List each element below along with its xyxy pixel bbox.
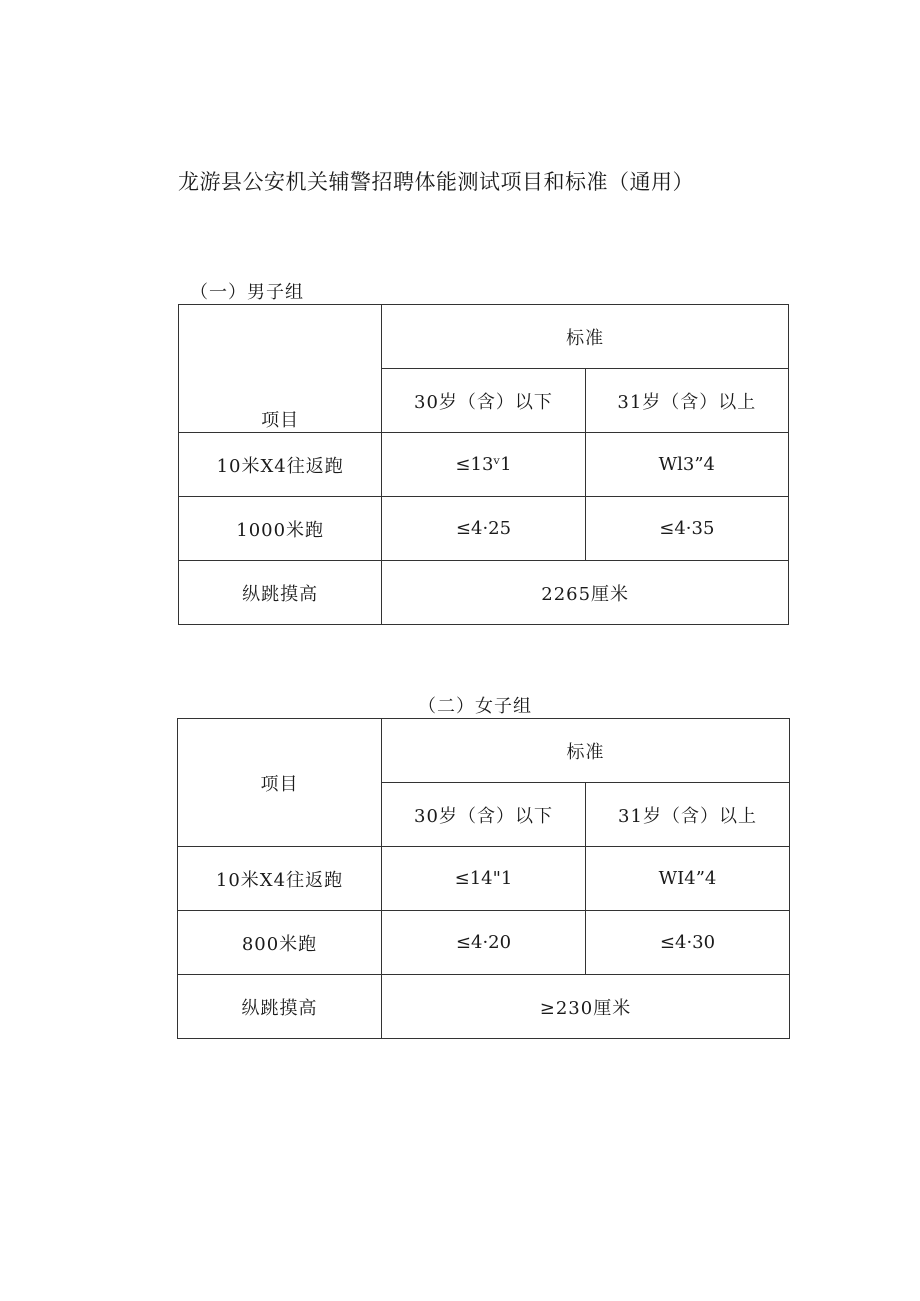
standard-under-cell: ≤13ᵛ1 [382, 433, 585, 497]
item-cell: 纵跳摸高 [179, 561, 382, 625]
header-age-over-cell: 31岁（含）以上 [585, 369, 788, 433]
item-cell: 1000米跑 [179, 497, 382, 561]
table-row [179, 497, 789, 561]
header-item-cell: 项目 [178, 719, 382, 847]
table-row [179, 305, 789, 369]
table-row [178, 719, 790, 783]
standard-under-cell: ≤14"1 [382, 847, 586, 911]
standard-over-cell: ≤4·35 [585, 497, 788, 561]
women-group-caption: （二）女子组 [418, 696, 532, 717]
standard-under-cell: ≤4·25 [382, 497, 585, 561]
header-age-under-cell: 30岁（含）以下 [382, 783, 586, 847]
table-row [178, 911, 790, 975]
header-standard-cell: 标准 [382, 305, 789, 369]
header-age-over-cell: 31岁（含）以上 [586, 783, 790, 847]
standard-over-cell: ≤4·30 [586, 911, 790, 975]
standard-merged-cell: 2265厘米 [382, 561, 789, 625]
men-group-caption: （一）男子组 [190, 282, 304, 303]
standard-over-cell: WI4”4 [586, 847, 790, 911]
item-cell: 10米X4往返跑 [178, 847, 382, 911]
women-standards-table [177, 718, 790, 1039]
item-cell: 10米X4往返跑 [179, 433, 382, 497]
table-row [178, 847, 790, 911]
header-item-cell: 项目 [179, 305, 382, 433]
men-standards-table [178, 304, 789, 625]
header-standard-cell: 标准 [382, 719, 790, 783]
table-row [179, 561, 789, 625]
table-row [179, 433, 789, 497]
standard-under-cell: ≤4·20 [382, 911, 586, 975]
header-age-under-cell: 30岁（含）以下 [382, 369, 585, 433]
document-title: 龙游县公安机关辅警招聘体能测试项目和标准（通用） [178, 170, 694, 194]
item-cell: 纵跳摸高 [178, 975, 382, 1039]
item-cell: 800米跑 [178, 911, 382, 975]
table-row [178, 975, 790, 1039]
standard-over-cell: Wl3”4 [585, 433, 788, 497]
standard-merged-cell: ≥230厘米 [382, 975, 790, 1039]
